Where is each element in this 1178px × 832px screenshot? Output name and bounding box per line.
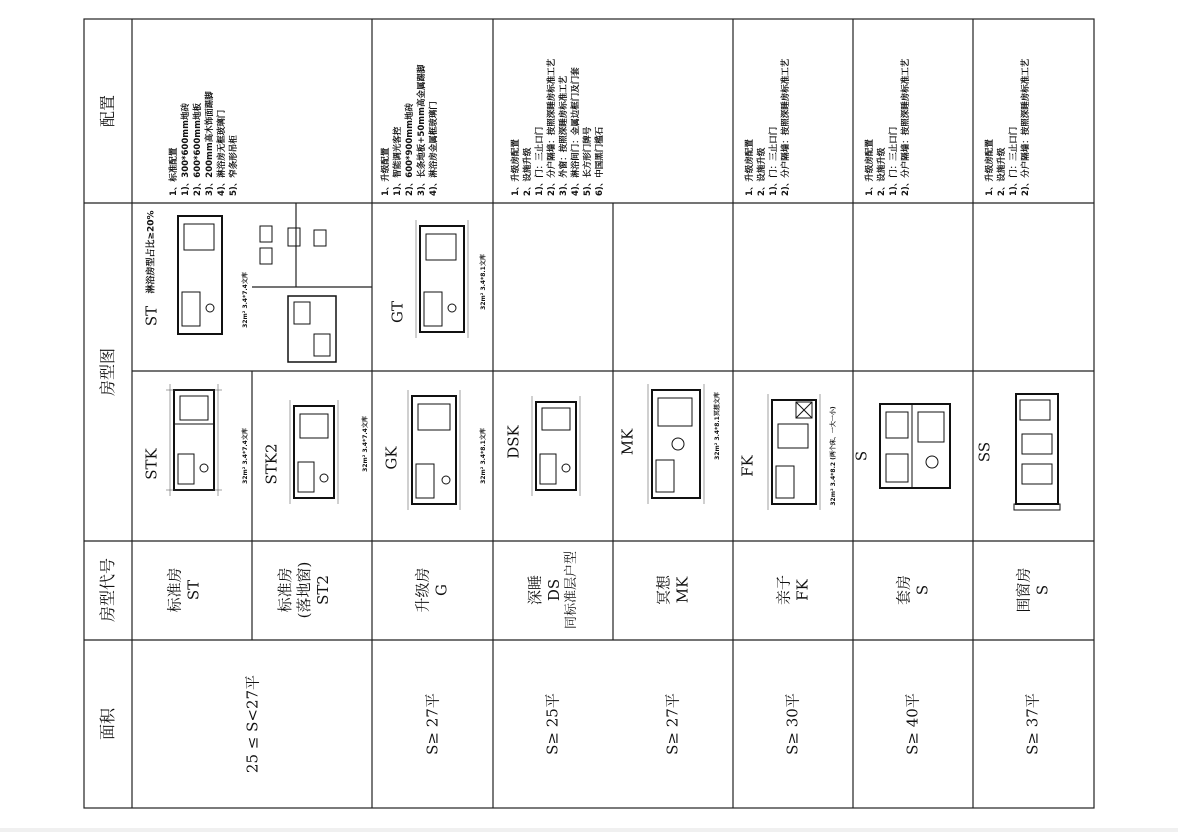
config-line: 5)、长方形门牌号 (583, 126, 593, 196)
floor-plan-s (872, 398, 958, 494)
config-line: 2)、分户隔墙：按照深睡房标准工艺 (901, 58, 911, 196)
config-line: 1)、门：三止口门 (535, 126, 545, 196)
config-line: 1)、300*600mm地砖 (181, 103, 191, 196)
config-line: 2)、分户隔墙：按照深睡房标准工艺 (781, 58, 791, 196)
floor-plan-st (170, 210, 230, 340)
config-line: 2、设施升级 (523, 147, 533, 196)
header-area: 面积 (98, 707, 117, 741)
config-line: 4)、淋浴间门：金属边框门及门套 (571, 67, 581, 196)
header-floor-plan: 房型图 (98, 347, 117, 397)
header-config: 配置 (98, 94, 117, 128)
room-name-upgrade: 升级房 G (413, 567, 450, 613)
config-suite (864, 59, 912, 196)
floor-plan-stk (166, 384, 222, 496)
plan-label-ss: SS (975, 441, 994, 463)
plan-label-st: ST (142, 305, 161, 327)
config-line: 2)、分户隔墙：按照深睡房标准工艺 (547, 58, 557, 196)
config-line: 1、升级房配置 (865, 139, 875, 196)
room-name-suite: 套房 S (894, 574, 931, 606)
floor-plan-mk (644, 384, 708, 504)
config-line: 1)、智能调光客控 (393, 126, 403, 196)
plan-label-dsk: DSK (504, 425, 523, 459)
floor-plan-ss (1010, 390, 1064, 512)
config-line: 2)、分户隔墙：按照深睡房标准工艺 (1021, 58, 1031, 196)
config-line: 6)、中国黑门槛石 (595, 126, 605, 196)
plan-label-stk: STK (142, 448, 161, 480)
config-line: 4)、淋浴房无框玻璃门 (217, 109, 227, 196)
config-line: 1)、门：三止口门 (1009, 126, 1019, 196)
config-line: 1、升级房配置 (985, 139, 995, 196)
header-room-code: 房型代号 (98, 557, 117, 623)
config-upgrade (380, 65, 440, 196)
floor-plan-st-alt (282, 292, 342, 366)
config-line: 2、设施升级 (877, 147, 887, 196)
config-line: 4)、淋浴房金属框玻璃门 (429, 101, 439, 196)
config-family (744, 59, 792, 196)
legend-block (258, 208, 366, 282)
floor-plan-gk (404, 390, 464, 510)
area-upgrade: S≥ 27平 (423, 693, 442, 755)
room-name-standard: 标准房 ST (165, 567, 202, 613)
plan-dim-gt: 32m² 3.4*8.1文库 (480, 254, 487, 310)
plan-label-gt: GT (388, 301, 407, 323)
config-line: 1、升级配置 (381, 147, 391, 196)
plan-dim-gk: 32m² 3.4*8.1文库 (480, 428, 487, 484)
plan-note-st: 淋浴房型占比≥20% (146, 210, 157, 294)
area-suite: S≥ 40平 (903, 693, 922, 755)
floor-plan-fk (764, 394, 824, 510)
plan-label-s: S (852, 450, 871, 462)
floor-plan-dsk (528, 396, 584, 496)
room-name-family: 亲子 FK (774, 574, 811, 606)
config-line: 1、升级房配置 (745, 139, 755, 196)
config-line: 2)、600*600mm地板 (193, 103, 203, 196)
plan-label-fk: FK (738, 455, 757, 477)
config-line: 1、升级房配置 (511, 139, 521, 196)
area-meditation: S≥ 27平 (663, 693, 682, 755)
area-window-room: S≥ 37平 (1023, 693, 1042, 755)
plan-dim-stk: 32m² 3.4*7.4文库 (242, 428, 249, 484)
floor-plan-stk2 (286, 400, 342, 504)
plan-dim-st: 32m² 3.4*7.4文库 (242, 272, 249, 328)
area-standard: 25 ≤ S<27平 (243, 674, 262, 774)
config-line: 1)、门：三止口门 (769, 126, 779, 196)
config-line: 3)、200mm高木饰面踢脚 (205, 91, 215, 196)
config-line: 2)、600*900mm地砖 (405, 103, 415, 196)
area-deep-sleep: S≥ 25平 (543, 693, 562, 755)
plan-label-stk2: STK2 (262, 443, 281, 485)
config-line: 2、设施升级 (997, 147, 1007, 196)
plan-label-gk: GK (382, 446, 401, 470)
config-line: 5)、窄条形吊柜 (229, 135, 239, 196)
plan-dim-mk: 32m² 3.4*8.1冥想文库 (714, 392, 721, 460)
plan-dim-fk: 32m² 3.4*8.2 (两个床、一大一小) (830, 406, 837, 506)
area-family: S≥ 30平 (783, 693, 802, 755)
config-deep-sleep (510, 59, 606, 196)
config-line: 3)、长条地板+50mm高金属踢脚 (417, 64, 427, 196)
plan-dim-stk2: 32m² 3.4*7.4文库 (362, 416, 369, 472)
floor-plan-gt (412, 220, 472, 338)
config-line: 2、设施升级 (757, 147, 767, 196)
config-standard (168, 91, 240, 196)
config-line: 3)、外窗：按照深睡房标准工艺 (559, 75, 569, 196)
room-name-deep-sleep: 深睡 DS 同标准层户型 (526, 550, 579, 630)
room-name-standard-window: 标准房 (落地窗) ST2 (275, 561, 332, 619)
plan-label-mk: MK (618, 428, 637, 456)
config-window-room (984, 59, 1032, 196)
room-name-meditation: 冥想 MK (654, 574, 691, 606)
config-line: 1)、门：三止口门 (889, 126, 899, 196)
config-line: 1、标准配置 (169, 147, 179, 196)
room-name-window-room: 围窗房 S (1014, 567, 1051, 613)
